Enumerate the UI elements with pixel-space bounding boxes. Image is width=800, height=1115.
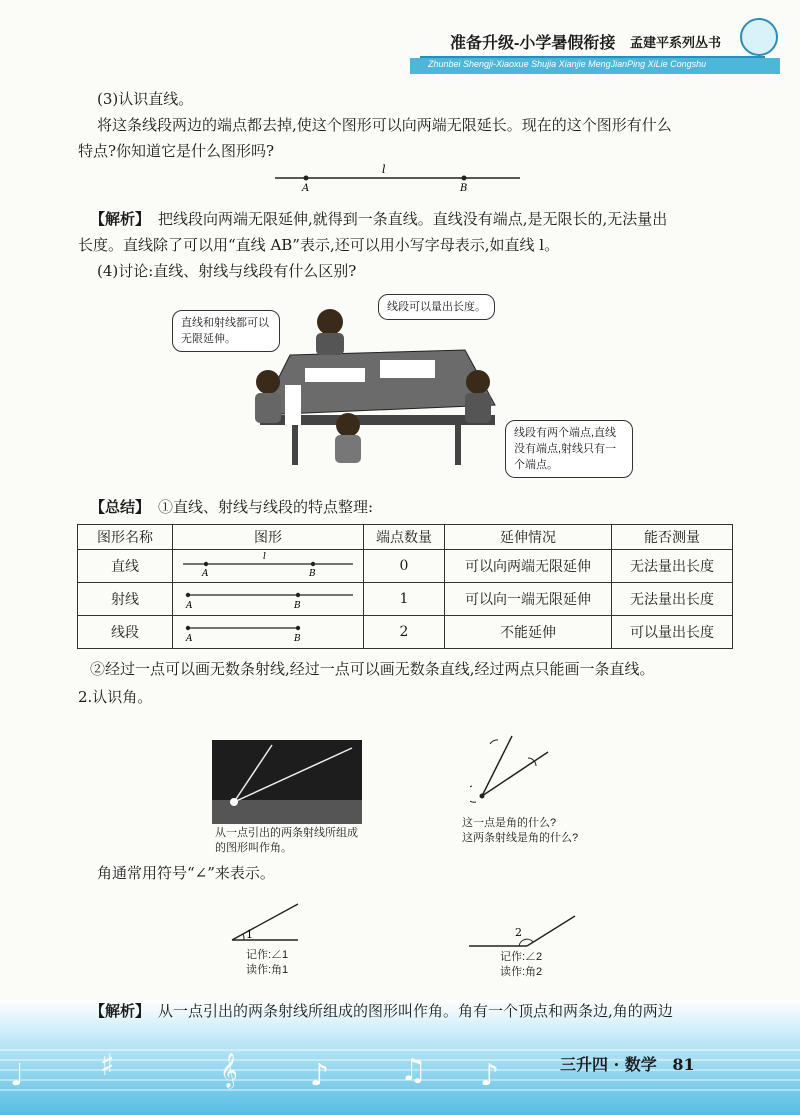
summary-tag: 【总结】	[90, 498, 151, 516]
table-header: 能否测量	[612, 525, 733, 550]
analysis2-tag: 【解析】	[90, 1002, 151, 1020]
flashlight-photo	[212, 740, 362, 824]
shape-name: 射线	[78, 583, 173, 616]
table-leg	[455, 425, 461, 465]
child-body	[335, 435, 361, 463]
point-a	[304, 176, 309, 181]
summary-intro: ①直线、射线与线段的特点整理:	[158, 498, 374, 516]
angle-2-diagram	[465, 912, 580, 952]
child-head	[336, 413, 360, 437]
svg-text:B: B	[294, 601, 301, 611]
shape-figure	[173, 616, 364, 649]
series-logo	[740, 18, 778, 56]
analysis1-line2: 长度。直线除了可以用“直线 AB”表示,还可以用小写字母表示,如直线 l。	[78, 236, 560, 254]
table-leg	[292, 425, 298, 465]
footer-label	[560, 1052, 695, 1075]
speech-bubble-left: 直线和射线都可以无限延伸。	[172, 310, 280, 352]
svg-text:♫: ♫	[400, 1053, 427, 1088]
table-row	[78, 616, 733, 649]
angle-1-write: 记作:∠1	[246, 949, 289, 961]
angle-question-1: 这一点是角的什么?	[462, 817, 557, 829]
angle-1-diagram	[228, 900, 303, 946]
svg-text:B: B	[294, 634, 301, 644]
shape-name: 直线	[78, 550, 173, 583]
subject-label: 数学	[624, 1055, 657, 1074]
section3-line2: 特点?你知道它是什么图形吗?	[78, 142, 275, 160]
line-figure	[178, 550, 358, 578]
grade-label: 三升四	[560, 1055, 609, 1074]
measurability: 无法量出长度	[612, 550, 733, 583]
table-header: 图形	[173, 525, 364, 550]
section3-heading: (3)认识直线。	[97, 90, 194, 108]
endpoint-count: 2	[364, 616, 445, 649]
svg-text:♯: ♯	[100, 1048, 115, 1083]
table-header: 延伸情况	[445, 525, 612, 550]
measurability: 可以量出长度	[612, 616, 733, 649]
header-pinyin: Zhunbei Shengji-Xiaoxue Shujia Xianjie MengJianPing XiLie Congshu	[428, 59, 707, 69]
svg-text:A: A	[186, 601, 193, 611]
svg-text:A: A	[186, 634, 193, 644]
table-header-row	[78, 525, 733, 550]
section3-line1: 将这条线段两边的端点都去掉,使这个图形可以向两端无限延长。现在的这个图形有什么	[97, 116, 672, 134]
angle-diagram	[470, 730, 560, 810]
extension: 可以向两端无限延伸	[445, 550, 612, 583]
label-a: A	[302, 183, 310, 194]
section4-heading: (4)讨论:直线、射线与线段有什么区别?	[97, 262, 357, 280]
child-head	[256, 370, 280, 394]
table-row	[78, 550, 733, 583]
angle-1-label: 1	[246, 928, 253, 941]
angle-question-2: 这两条射线是角的什么?	[462, 832, 579, 844]
paper	[305, 368, 365, 382]
endpoint-count: 1	[364, 583, 445, 616]
angle-2-label: 2	[515, 926, 522, 939]
paper	[285, 385, 301, 425]
summary-table	[77, 524, 733, 649]
child-head	[466, 370, 490, 394]
extension: 可以向一端无限延伸	[445, 583, 612, 616]
book-title: 准备升级-小学暑假衔接	[450, 35, 616, 52]
svg-text:♪: ♪	[480, 1058, 500, 1093]
svg-text:l: l	[263, 552, 266, 562]
child-body	[465, 393, 491, 423]
svg-text:♪: ♪	[310, 1058, 330, 1093]
angle-2-write: 记作:∠2	[500, 951, 543, 963]
table-header: 端点数量	[364, 525, 445, 550]
table-row	[78, 583, 733, 616]
separator: ·	[613, 1055, 625, 1074]
paper	[380, 360, 435, 378]
series-name: 孟建平系列丛书	[630, 36, 722, 51]
child-body	[316, 333, 344, 355]
page-number: 81	[672, 1055, 695, 1074]
analysis1-line1: 把线段向两端无限延伸,就得到一条直线。直线没有端点,是无限长的,无法量出	[158, 210, 668, 228]
angle-symbol-text: 角通常用符号“∠”来表示。	[97, 864, 275, 882]
svg-text:A: A	[202, 569, 209, 578]
ray-figure	[178, 583, 358, 611]
point-b	[462, 176, 467, 181]
shape-name: 线段	[78, 616, 173, 649]
child-body	[255, 393, 281, 423]
child-head	[317, 309, 343, 335]
angle-1-read: 读作:角1	[246, 964, 289, 976]
photo-caption: 从一点引出的两条射线所组成的图形叫作角。	[215, 827, 358, 854]
speech-bubble-right: 线段有两个端点,直线没有端点,射线只有一个端点。	[505, 420, 633, 478]
label-b: B	[460, 183, 468, 194]
extension: 不能延伸	[445, 616, 612, 649]
shape-figure	[173, 583, 364, 616]
measurability: 无法量出长度	[612, 583, 733, 616]
endpoint-count: 0	[364, 550, 445, 583]
analysis1-tag: 【解析】	[90, 210, 151, 228]
table-header: 图形名称	[78, 525, 173, 550]
angle-heading: 2.认识角。	[78, 688, 153, 706]
line-figure	[270, 160, 530, 196]
label-l: l	[382, 163, 386, 176]
shape-figure	[173, 550, 364, 583]
svg-text:♩: ♩	[10, 1058, 25, 1093]
speech-bubble-top: 线段可以量出长度。	[378, 294, 495, 320]
svg-text:𝄞: 𝄞	[220, 1053, 238, 1088]
summary-note: ②经过一点可以画无数条射线,经过一点可以画无数条直线,经过两点只能画一条直线。	[90, 660, 655, 678]
analysis2-text: 从一点引出的两条射线所组成的图形叫作角。角有一个顶点和两条边,角的两边	[158, 1002, 673, 1020]
angle-2-read: 读作:角2	[500, 966, 543, 978]
segment-figure	[178, 616, 358, 644]
svg-text:B: B	[309, 569, 316, 578]
